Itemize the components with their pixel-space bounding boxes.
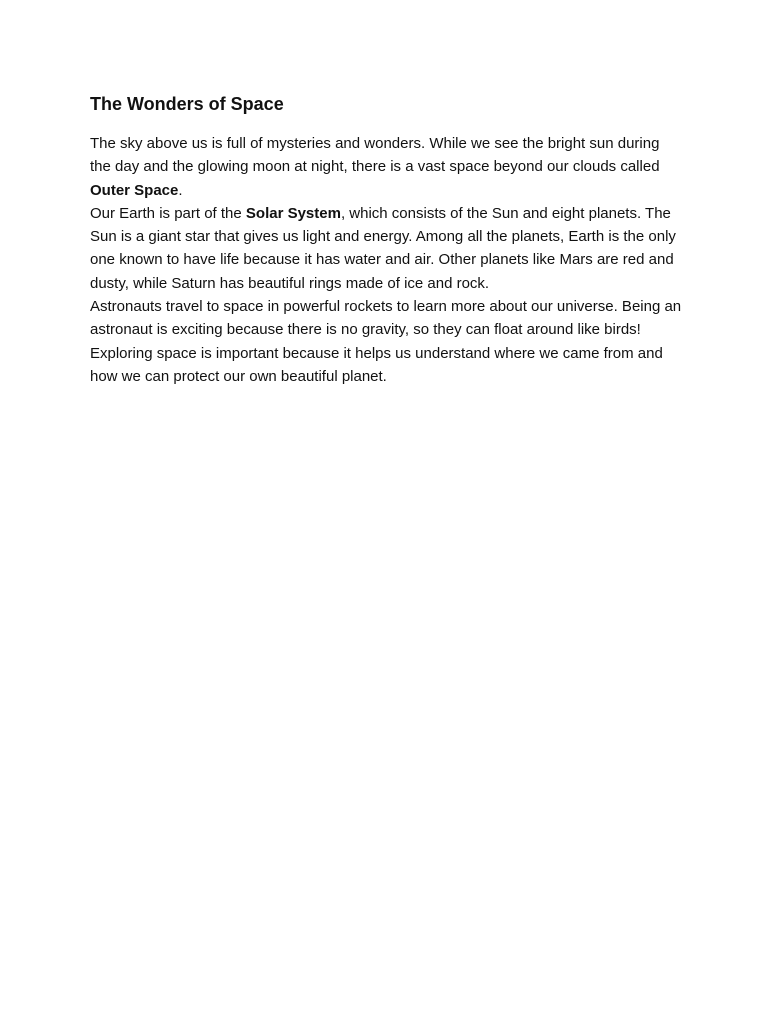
paragraph-2-text-before: Our Earth is part of the: [90, 204, 246, 222]
document-body: [90, 92, 682, 388]
document-title: The Wonders of Space: [90, 94, 284, 114]
solar-system-term: Solar System: [245, 204, 341, 222]
paragraph-2-text-after: , which consists of the Sun and eight planets. The Sun is a giant star that gives us light and energy. Among all the planets, Earth is the only one known to have life because it has water and air. Other planets like Mars are red and dusty, while Saturn has beautiful rings made of ice and rock.: [90, 204, 676, 292]
paragraph-1-text-after: .: [178, 181, 183, 199]
paragraph-1-text-before: The sky above us is full of mysteries and wonders. While we see the bright sun during the day and the glowing moon at night, there is a vast space beyond our clouds called: [90, 135, 660, 176]
paragraph-astronauts: Astronauts travel to space in powerful rockets to learn more about our universe. Being an astronaut is exciting because there is no gravity, so they can float around like birds! Exploring space is important because it helps us understand where we came from and how we can protect our own beautiful planet.: [90, 298, 682, 385]
outer-space-term: Outer Space: [90, 181, 179, 199]
paragraph-solar-system: [90, 202, 682, 295]
paragraph-outer-space: [90, 132, 682, 202]
